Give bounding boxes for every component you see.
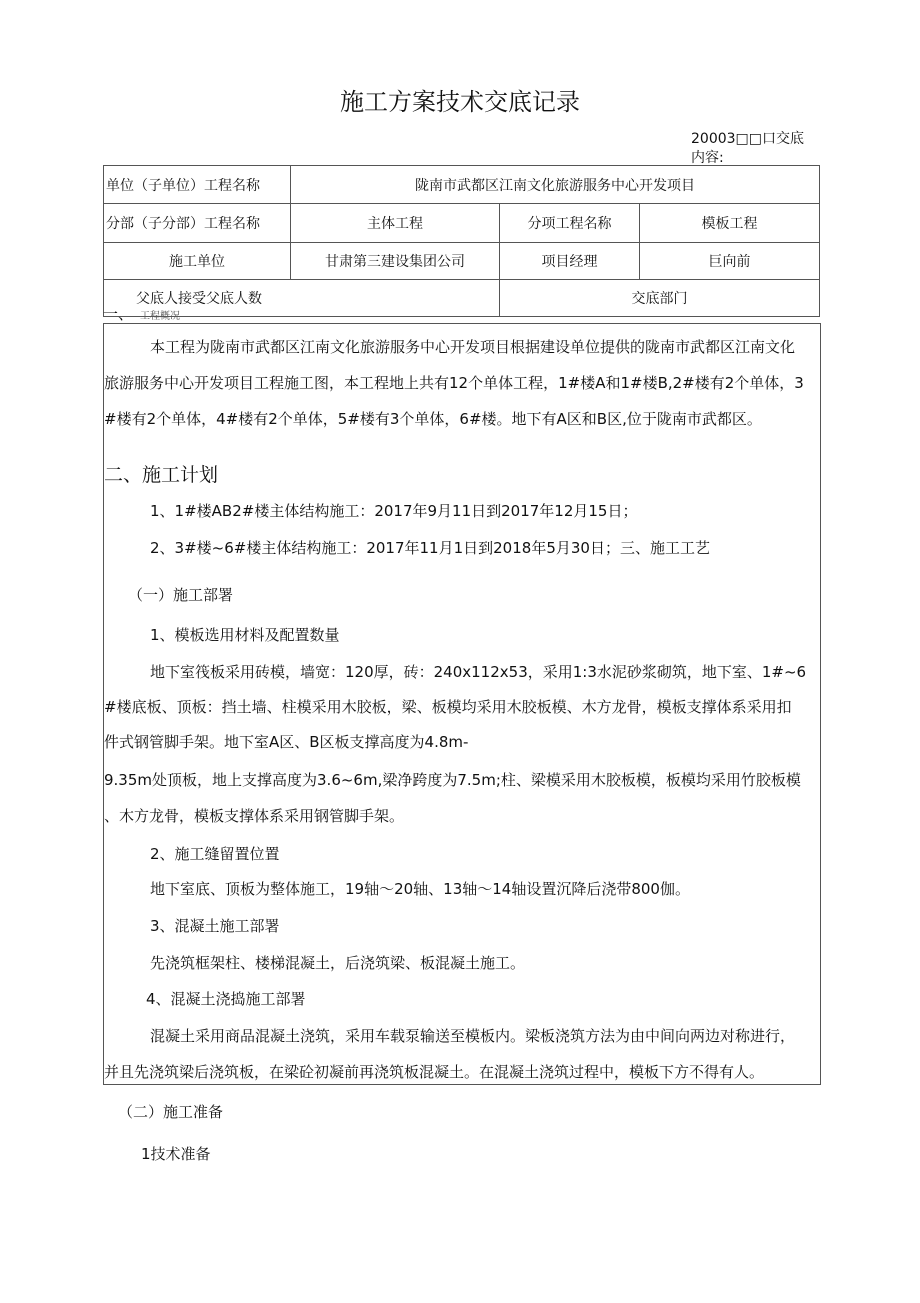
manager-value: 巨向前 xyxy=(640,243,820,280)
body-line: 旅游服务中心开发项目工程施工图，本工程地上共有12个单体工程，1#楼A和1#楼B,2#楼有2个单体，3 xyxy=(104,374,804,392)
content-label: 内容: xyxy=(691,150,724,166)
body-line: 混凝土采用商品混凝土浇筑，采用车载泵输送至模板内。梁板浇筑方法为由中间向两边对称进行， xyxy=(150,1027,796,1045)
body-line: 9.35m处顶板，地上支撑高度为3.6~6m,梁净跨度为7.5m;柱、梁模采用木胶板模，板模均采用竹胶板模 xyxy=(104,771,801,789)
contractor-label: 施工单位 xyxy=(104,243,291,280)
subitem-value: 模板工程 xyxy=(640,204,820,243)
division-value: 主体工程 xyxy=(291,204,500,243)
body-line: #楼有2个单体，4#楼有2个单体，5#楼有3个单体，6#楼。地下有A区和B区,位于陇南市武都区。 xyxy=(104,410,762,428)
subitem-label: 分项工程名称 xyxy=(500,204,640,243)
recipients-label: 父底人接受父底人数 xyxy=(104,280,500,317)
body-line: 本工程为陇南市武都区江南文化旅游服务中心开发项目根据建设单位提供的陇南市武都区江南文化 xyxy=(150,338,796,356)
body-line: 1技术准备 xyxy=(141,1145,211,1163)
body-line: 1、1#楼AB2#楼主体结构施工：2017年9月11日到2017年12月15日； xyxy=(150,502,638,520)
project-name-label: 单位（子单位）工程名称 xyxy=(104,166,291,204)
body-line: 先浇筑框架柱、楼梯混凝土，后浇筑梁、板混凝土施工。 xyxy=(150,954,526,972)
manager-label: 项目经理 xyxy=(500,243,640,280)
department-label: 交底部门 xyxy=(500,280,820,317)
body-line: 1、模板选用材料及配置数量 xyxy=(150,626,340,644)
document-title: 施工方案技术交底记录 xyxy=(340,88,580,116)
info-table xyxy=(103,165,820,317)
body-line: 3、混凝土施工部署 xyxy=(150,917,280,935)
body-line: 件式钢管脚手架。地下室A区、B区板支撑高度为4.8m- xyxy=(104,733,469,751)
body-line: 4、混凝土浇捣施工部署 xyxy=(146,990,306,1008)
subsection-heading: （一）施工部署 xyxy=(128,586,234,604)
body-line: 地下室筏板采用砖模，墙宽：120厚，砖：240x112x53，采用1:3水泥砂浆砌筑，地下室、1#~6 xyxy=(150,663,807,681)
body-line: #楼底板、顶板：挡土墙、柱模采用木胶板，梁、板模均采用木胶板模、木方龙骨，模板支撑体系采用扣 xyxy=(104,698,792,716)
body-line: 2、3#楼~6#楼主体结构施工：2017年11月1日到2018年5月30日；三、施工工艺 xyxy=(150,539,710,557)
body-line: 、木方龙骨，模板支撑体系采用钢管脚手架。 xyxy=(104,807,405,825)
body-line: 地下室底、顶板为整体施工，19轴～20轴、13轴～14轴设置沉降后浇带800伽。 xyxy=(150,880,690,898)
project-name-value: 陇南市武都区江南文化旅游服务中心开发项目 xyxy=(291,166,820,204)
section-heading: 二、施工计划 xyxy=(104,464,219,486)
body-line: 2、施工缝留置位置 xyxy=(150,845,280,863)
contractor-value: 甘肃第三建设集团公司 xyxy=(291,243,500,280)
body-line: 并且先浇筑梁后浇筑板，在梁砼初凝前再浇筑板混凝土。在混凝土浇筑过程中，模板下方不得有人。 xyxy=(104,1063,765,1081)
section1-label: 工程概况 xyxy=(140,311,180,322)
section1-number: 一、 xyxy=(103,305,134,323)
document-number: 20003□□口交底 xyxy=(691,131,804,147)
subsection-heading: （二）施工准备 xyxy=(118,1103,224,1121)
division-label: 分部（子分部）工程名称 xyxy=(104,204,291,243)
